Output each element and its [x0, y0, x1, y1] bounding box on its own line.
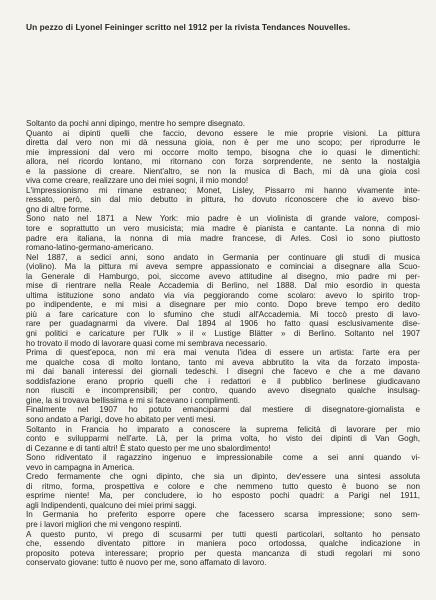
- text-line: Soltanto da pochi anni dipingo, mentre ho sempre disegnato.: [26, 119, 246, 128]
- text-line: esprime niente! Ma, per concludere, io ho esposto pochi quadri: a Parigi nel 1911,: [26, 491, 420, 501]
- article-body: [26, 119, 420, 568]
- text-line: gno di altre forme.: [26, 204, 92, 214]
- text-line: vevo in campagna in America.: [26, 462, 135, 472]
- text-line: e la passione di creare. Nient'altro, se non la musica di Bach, mi dà una gioia così: [26, 166, 420, 176]
- text-line: sono andato a Parigi, dove ho abitato per venti mesi.: [26, 414, 216, 424]
- text-line: L'impressionismo mi rimane estraneo; Monet, Lisley, Pissarro mi hanno vivamente inte-: [26, 185, 420, 195]
- text-line: Sono ridiventato il ragazzino ingenuo e impressionabile come a sei anni quando vi-: [26, 453, 420, 463]
- text-line: Nel 1887, a sedici anni, sono andato in Germania per continuare gli studi di musica: [26, 252, 420, 262]
- text-line: (violino). Ma la pittura mi aveva sempre appassionato e cominciai a disegnare alla Scuo-: [26, 262, 420, 272]
- text-line: Credo fermamente che ogni dipinto, che sia un dipinto, dev'essere una sintesi assoluta: [26, 472, 420, 482]
- text-line: diretta dal vero non mi dà nessuna gioia, non è per me uno scopo; per riprodurre le: [26, 138, 420, 148]
- text-line: po indipendente, e mi misi a disegnare per mio conto. Dopo breve tempo ero dedito: [26, 300, 420, 310]
- text-line: A questo punto, vi prego di scusarmi per tutti questi particolari, soltanto ho pensato: [26, 529, 420, 539]
- text-line: me qualche cosa di molto lontano, tanto mi aveva abbrutito la vita da forzato imposta-: [26, 357, 420, 367]
- article-heading: Un pezzo di Lyonel Feininger scritto nel 1912 per la rivista Tendances Nouvelles.: [26, 22, 351, 32]
- text-line: soddisfazione erano proprio quelli che i redattori e il pubblico berlinese giudicavano: [26, 376, 420, 386]
- text-line: non riusciti e incomprensibili; per contro, quando avevo disegnato qualche insulsag-: [26, 386, 420, 396]
- text-line: Prima di quest'epoca, non mi era mai venuta l'idea di essere un artista: l'arte era per: [26, 348, 420, 358]
- text-line: In Germania ho preferito esporre opere che facessero scarsa impressione; sono sem-: [26, 510, 420, 520]
- text-line: tore e soprattutto un vero musicista; mia madre è pianista e cantante. La nonna di mio: [26, 224, 420, 234]
- text-line: viva come creare, realizzare uno dei miei sogni, il mio mondo!: [26, 176, 249, 186]
- text-line: Soltanto in Francia ho imparato a conoscere la suprema felicità di lavorare per mio: [26, 424, 420, 434]
- text-line: proposito poteva interessare; proprio per questa mancanza di studi regolari mi sono: [26, 548, 420, 558]
- text-line: Quanto ai dipinti quelli che faccio, devono essere le mie proprie visioni. La pittura: [26, 128, 420, 138]
- text-line: Finalmente nel 1907 ho potuto emanciparmi dal mestiere di disegnatore-giornalista e: [26, 405, 420, 415]
- text-line: più a fare caricature con lo sfumino che studi all'Accademia. Mi toccò presto di lavo-: [26, 309, 420, 319]
- text-line: mi dai banali interessi dei giornali tedeschi. I disegni che facevo e che a me davano: [26, 367, 420, 377]
- text-line: conservato giovane: tutto è nuovo per me, sono affamato di lavoro.: [26, 558, 267, 568]
- text-line: la Generale di Hamburgo, poi, siccome avevo attitudine al disegno, mio padre mi per-: [26, 271, 420, 281]
- text-line: rare per guadagnarmi da vivere. Dal 1894 al 1906 ho fatto quasi esclusivamente dise-: [26, 319, 420, 329]
- text-line: agli Indipendenti, qualcuno dei miei primi saggi.: [26, 500, 197, 510]
- text-line: di Cezanne e di tanti altri! È stato questo per me uno sbalordimento!: [26, 443, 271, 453]
- text-line: padre era italiana, la nonna di mia madre francese, di Arles. Così io sono piuttosto: [26, 233, 420, 243]
- text-line: che, essendo diventato pittore in maniera poco ortodossa, qualche indicazione in: [26, 539, 420, 549]
- text-line: mie impressioni dal vero mi occorre molto tempo, bisogna che io quasi le dimentichi:: [26, 147, 420, 157]
- text-line: mise di rientrare nella Reale Accademia di Berlino, nel 1888. Dal mio esordio in questa: [26, 281, 420, 291]
- text-line: gni politici e caricature per l'Ulk » il « Lustige Blätter » di Berlino. Soltanto nel 1907: [26, 329, 420, 339]
- text-line: ho trovato il modo di lavorare quasi come mi sembrava necessario.: [26, 338, 268, 348]
- text-line: pre i lavori migliori che mi vengono respinti.: [26, 519, 182, 529]
- text-line: ressato, però, sin dal mio debutto in pittura, ho dovuto riconoscere che io avevo biso-: [26, 195, 420, 205]
- text-line: romano-latino-germano-americano.: [26, 243, 154, 253]
- text-line: Sono nato nel 1871 a New York: mio padre è un violinista di grande valore, composi-: [26, 214, 420, 224]
- text-line: ultima istituzione sono andato via via peggiorando come scolaro: avevo lo spirito trop-: [26, 290, 420, 300]
- text-line: allora, nel ricordo lontano, mi ritornano con forza sorprendente, ne sento la nostalgia: [26, 157, 420, 167]
- text-line: conto e svilupparmi nell'arte. Là, per la prima volta, ho visto dei dipinti di Van Gogh,: [26, 434, 420, 444]
- text-line: di ritmo, forma, prospettiva e colore e che nemmeno tutto questo è buono se non: [26, 481, 420, 491]
- text-line: gine, la si trovava bellissima e mi si facevano i complimenti.: [26, 395, 241, 405]
